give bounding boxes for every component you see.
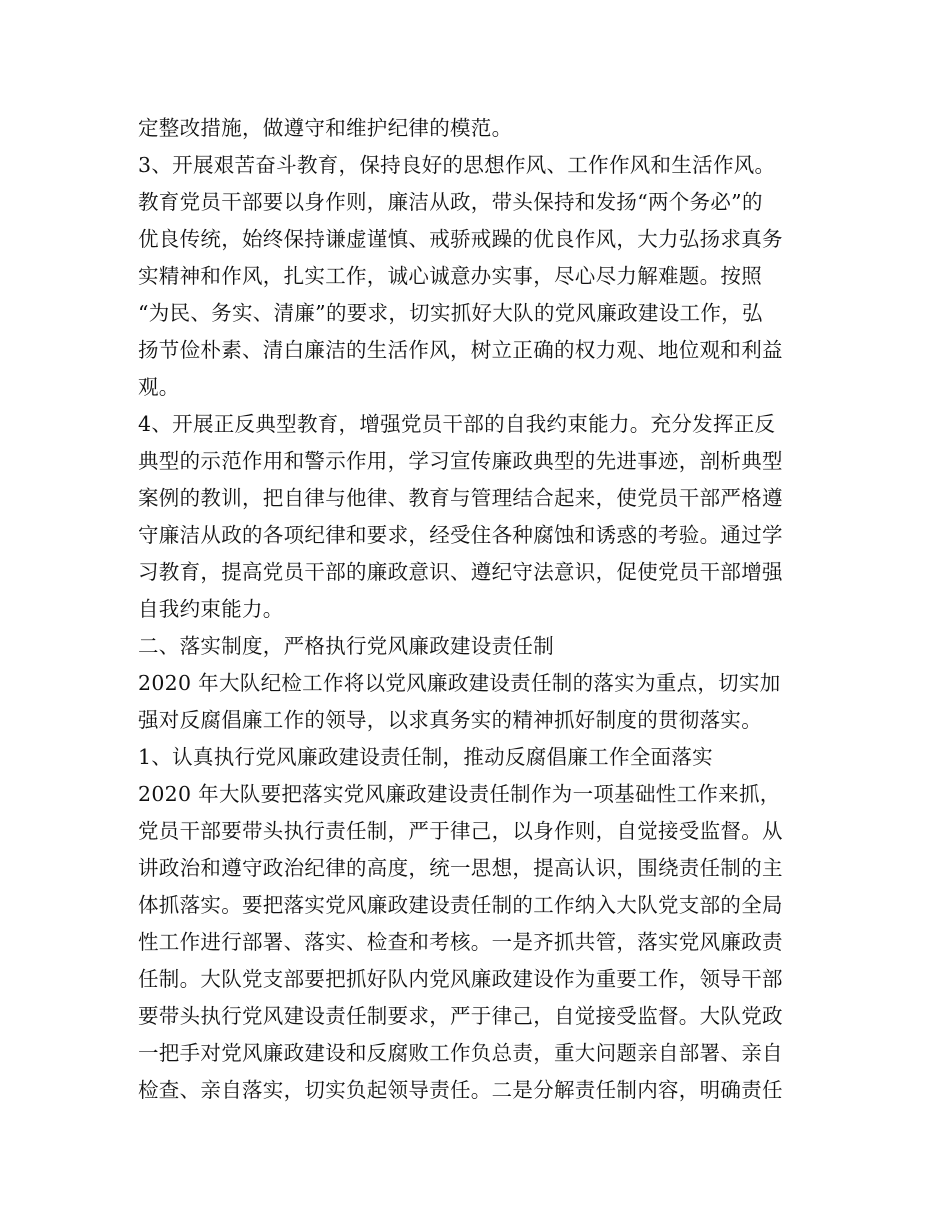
text-line: 体抓落实。要把落实党风廉政建设责任制的工作纳入大队党支部的全局 bbox=[138, 893, 783, 917]
text-line: 性工作进行部署、落实、检查和考核。一是齐抓共管，落实党风廉政责 bbox=[138, 930, 783, 954]
text-line: 自我约束能力。 bbox=[138, 597, 284, 621]
text-line: 观。 bbox=[138, 375, 180, 399]
text-line: 实精神和作风，扎实工作，诚心诚意办实事，尽心尽力解难题。按照 bbox=[138, 264, 762, 288]
text-line: 检查、亲自落实，切实负起领导责任。二是分解责任制内容，明确责任 bbox=[138, 1078, 783, 1102]
text-line: 守廉洁从政的各项纪律和要求，经受住各种腐蚀和诱惑的考验。通过学 bbox=[138, 523, 783, 547]
document-body bbox=[138, 110, 828, 1109]
text-line: 优良传统，始终保持谦虚谨慎、戒骄戒躁的优良作风，大力弘扬求真务 bbox=[138, 227, 783, 251]
text-line: 任制。大队党支部要把抓好队内党风廉政建设作为重要工作，领导干部 bbox=[138, 967, 783, 991]
text-line: 党员干部要带头执行责任制，严于律己，以身作则，自觉接受监督。从 bbox=[138, 819, 783, 843]
text-line: 典型的示范作用和警示作用，学习宣传廉政典型的先进事迹，剖析典型 bbox=[138, 449, 783, 473]
text-line: 强对反腐倡廉工作的领导，以求真务实的精神抓好制度的贯彻落实。 bbox=[138, 708, 762, 732]
text-line: 3、开展艰苦奋斗教育，保持良好的思想作风、工作作风和生活作风。 bbox=[138, 153, 776, 177]
text-line: 2020 年大队纪检工作将以党风廉政建设责任制的落实为重点，切实加 bbox=[138, 671, 781, 695]
text-line: 扬节俭朴素、清白廉洁的生活作风，树立正确的权力观、地位观和利益 bbox=[138, 338, 783, 362]
text-line: 案例的教训，把自律与他律、教育与管理结合起来，使党员干部严格遵 bbox=[138, 486, 783, 510]
section-heading: 二、落实制度，严格执行党风廉政建设责任制 bbox=[138, 634, 554, 658]
text-line: 教育党员干部要以身作则，廉洁从政，带头保持和发扬“两个务必”的 bbox=[138, 190, 763, 214]
text-line: “为民、务实、清廉”的要求，切实抓好大队的党风廉政建设工作，弘 bbox=[138, 301, 763, 325]
text-line: 讲政治和遵守政治纪律的高度，统一思想，提高认识，围绕责任制的主 bbox=[138, 856, 783, 880]
text-line: 习教育，提高党员干部的廉政意识、遵纪守法意识，促使党员干部增强 bbox=[138, 560, 783, 584]
subsection-heading: 1、认真执行党风廉政建设责任制，推动反腐倡廉工作全面落实 bbox=[138, 745, 713, 769]
text-line: 4、开展正反典型教育，增强党员干部的自我约束能力。充分发挥正反 bbox=[138, 412, 776, 436]
text-line: 定整改措施，做遵守和维护纪律的模范。 bbox=[138, 116, 513, 140]
text-line: 要带头执行党风建设责任制要求，严于律己，自觉接受监督。大队党政 bbox=[138, 1004, 783, 1028]
text-line: 2020 年大队要把落实党风廉政建设责任制作为一项基础性工作来抓， bbox=[138, 782, 781, 806]
text-line: 一把手对党风廉政建设和反腐败工作负总责，重大问题亲自部署、亲自 bbox=[138, 1041, 783, 1065]
